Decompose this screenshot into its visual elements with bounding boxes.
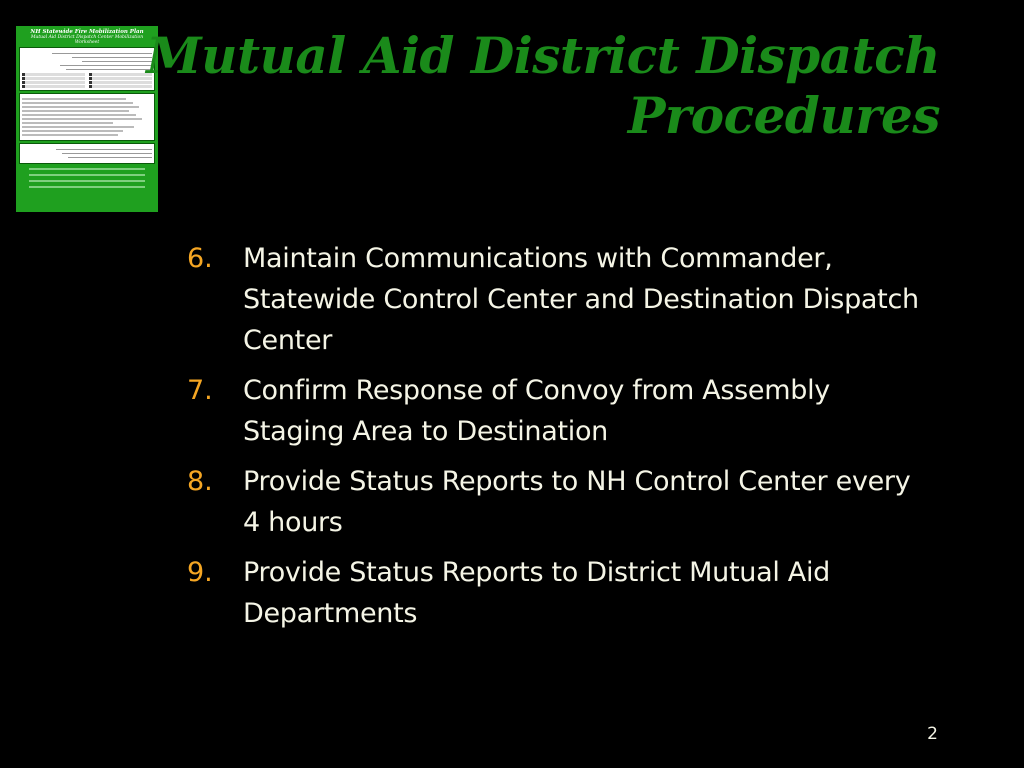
worksheet-steps-section [19, 93, 155, 141]
procedure-text: Provide Status Reports to NH Control Center every 4 hours [243, 466, 911, 538]
slide-title-line-2: Procedures [627, 86, 940, 145]
worksheet-footer [19, 168, 155, 188]
form-line [22, 61, 152, 62]
procedure-text: Maintain Communications with Commander, Statewide Control Center and Destination Dispatch Center [243, 243, 919, 356]
procedure-text: Provide Status Reports to District Mutual Aid Departments [243, 557, 831, 629]
procedure-item [185, 461, 925, 543]
procedure-number: 8. [187, 466, 213, 497]
worksheet-thumbnail [16, 26, 158, 212]
form-line [22, 53, 152, 54]
form-line [22, 149, 152, 150]
worksheet-signature-section [19, 143, 155, 164]
page-number: 2 [927, 724, 938, 744]
form-line [22, 65, 152, 66]
form-line [22, 57, 152, 58]
form-line [22, 157, 152, 158]
form-line [22, 69, 152, 70]
procedure-number: 9. [187, 557, 213, 588]
worksheet-form-section [19, 47, 155, 91]
slide-title-line-1: Mutual Aid District Dispatch [146, 26, 940, 85]
procedure-item [185, 238, 925, 361]
procedure-number: 7. [187, 375, 213, 406]
worksheet-header [19, 29, 155, 45]
slide-title [140, 26, 940, 146]
procedure-text: Confirm Response of Convoy from Assembly Staging Area to Destination [243, 375, 830, 447]
worksheet-heading: NH Statewide Fire Mobilization Plan [30, 29, 144, 35]
worksheet-subheading: Mutual Aid District Dispatch Center Mobilization Worksheet [30, 35, 144, 45]
procedure-list [185, 238, 925, 643]
form-line [22, 153, 152, 154]
form-checkbox-grid [22, 73, 152, 88]
procedure-number: 6. [187, 243, 213, 274]
procedure-item [185, 370, 925, 452]
steps-list [22, 98, 152, 136]
procedure-item [185, 552, 925, 634]
